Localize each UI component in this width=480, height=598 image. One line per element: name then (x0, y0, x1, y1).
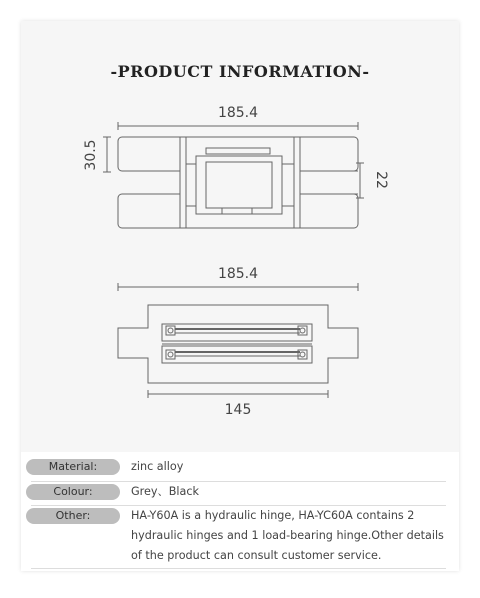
spec-value: zinc alloy (131, 460, 184, 473)
top-width-label: 185.4 (217, 105, 259, 121)
top-view (83, 105, 389, 228)
spec-label: Other: (26, 508, 120, 524)
screw-icon (166, 350, 175, 359)
spec-value: HA-Y60A is a hydraulic hinge, HA-YC60A contains 2 hydraulic hinges and 1 load-bearing hinge.Other details of the product can consult customer service. (131, 509, 444, 562)
screw-icon (166, 326, 175, 335)
screw-icon (298, 326, 307, 335)
top-depth-label: 22 (373, 171, 389, 189)
side-body-label: 145 (224, 402, 252, 418)
center-mechanism (180, 137, 358, 228)
side-view (118, 266, 358, 418)
top-height-label: 30.5 (83, 139, 99, 171)
spec-table (21, 452, 459, 571)
spec-label: Material: (26, 459, 120, 475)
divider (31, 568, 446, 569)
inner-plate-bottom (162, 346, 312, 363)
page-title: -PRODUCT INFORMATION- (110, 62, 370, 81)
spec-label: Colour: (26, 484, 120, 500)
spec-value: Grey、Black (131, 485, 199, 498)
side-overall-label: 185.4 (217, 266, 259, 282)
